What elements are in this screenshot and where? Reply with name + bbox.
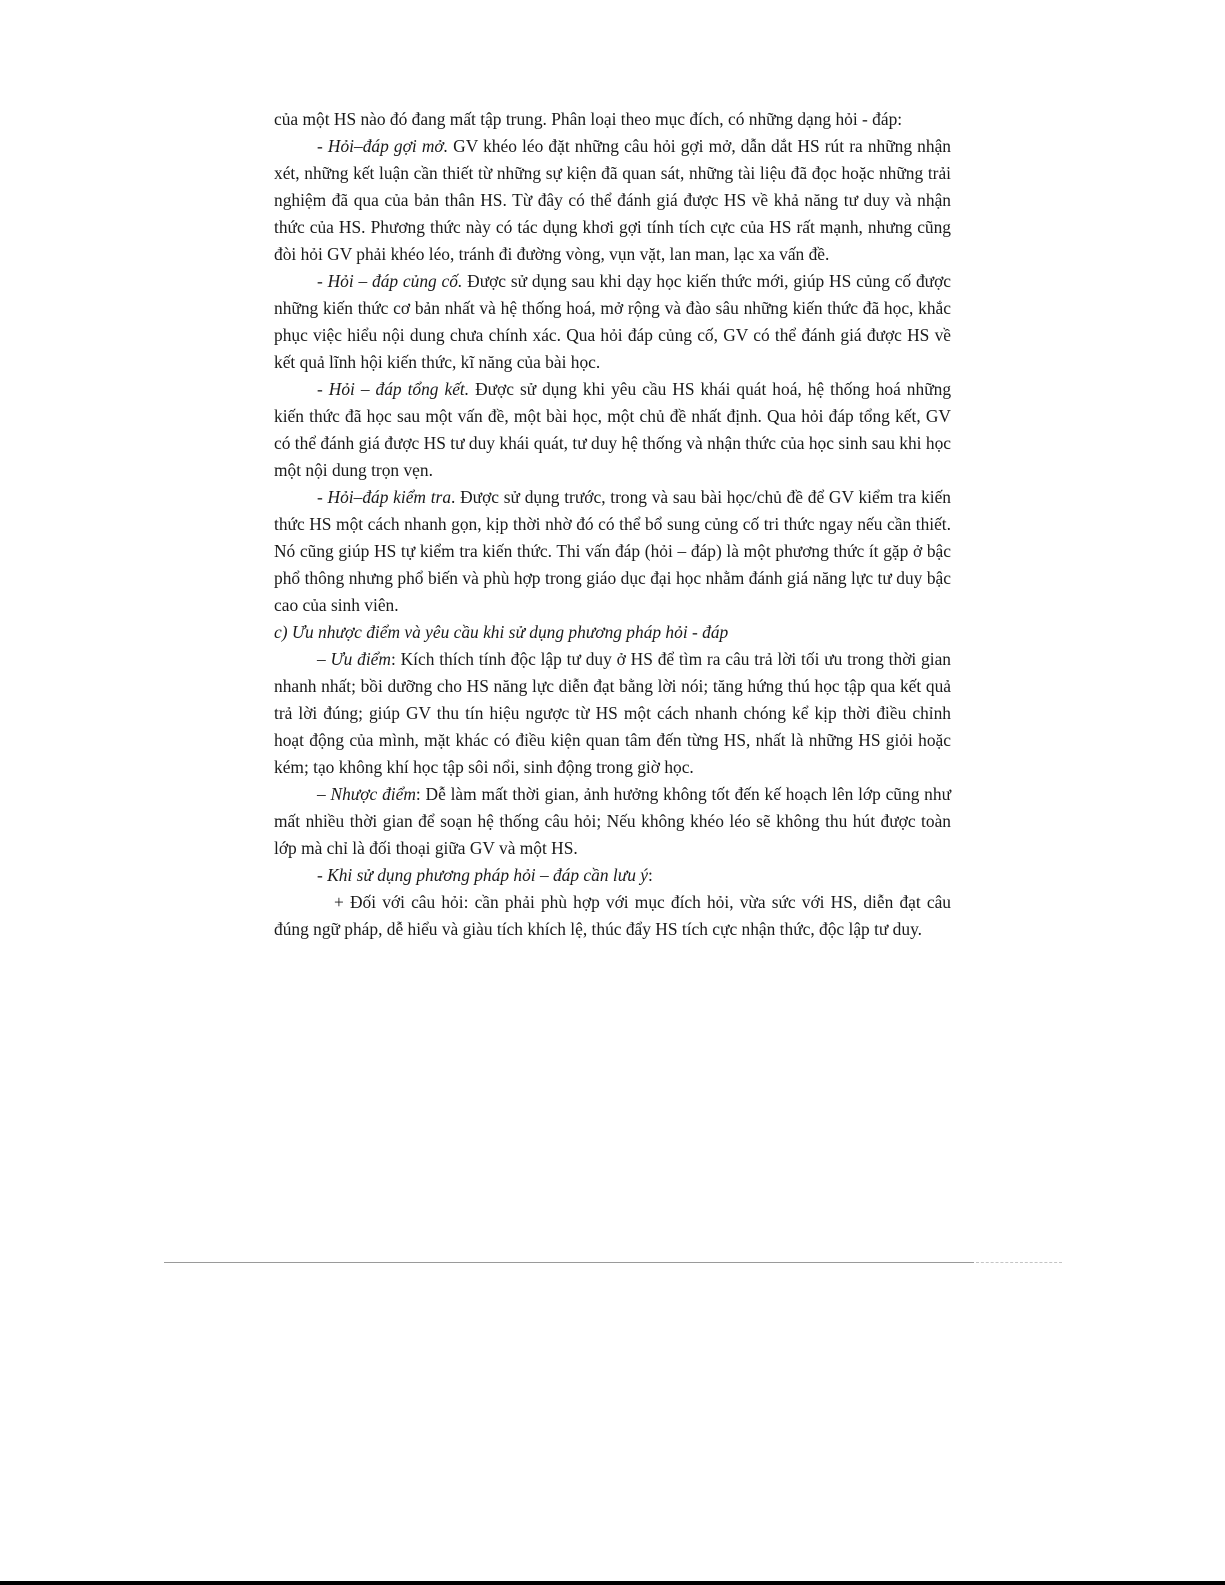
- bullet-prefix: -: [317, 271, 328, 291]
- paragraph-nhuoc-diem-body: : Dễ làm mất thời gian, ảnh hưởng không tốt đến kế hoạch lên lớp cũng như mất nhiều thời gian để soạn hệ thống câu hỏi; Nếu không khéo léo sẽ không thu hút được toàn lớp mà chỉ là đối thoại giữa GV và một HS.: [274, 784, 952, 858]
- term-goi-mo: Hỏi–đáp gợi mở.: [327, 136, 449, 156]
- paragraph-goi-mo: [274, 133, 951, 268]
- paragraph-kiem-tra-body: . Được sử dụng trước, trong và sau bài học/chủ đề để GV kiểm tra kiến thức HS một cách nhanh gọn, kịp thời nhờ đó có thể bổ sung củng cố tri thức ngay nếu cần thiết. Nó cũng giúp HS tự kiểm tra kiến thức. Thi vấn đáp (hỏi – đáp) là một phương thức ít gặp ở bậc phổ thông nhưng phổ biến và phù hợp trong giáo dục đại học nhằm đánh giá năng lực tư duy bậc cao của sinh viên.: [274, 487, 952, 615]
- paragraph-luu-y-body: :: [647, 865, 653, 885]
- term-luu-y: Khi sử dụng phương pháp hỏi – đáp cần lưu ý: [327, 865, 648, 885]
- paragraph-luu-y: [274, 862, 951, 889]
- paragraph-cung-co-body: Được sử dụng sau khi dạy học kiến thức mới, giúp HS củng cố được những kiến thức cơ bản nhất và hệ thống hoá, mở rộng và đào sâu những kiến thức đã học, khắc phục việc hiểu nội dung chưa chính xác. Qua hỏi đáp củng cố, GV có thể đánh giá được HS về kết quả lĩnh hội kiến thức, kĩ năng của bài học.: [274, 271, 951, 372]
- bullet-prefix: -: [317, 487, 328, 507]
- term-tong-ket: Hỏi – đáp tổng kết.: [328, 379, 470, 399]
- term-kiem-tra: Hỏi–đáp kiểm tra: [327, 487, 452, 507]
- paragraph-nhuoc-diem: [274, 781, 951, 862]
- term-uu-diem: Ưu điểm: [330, 649, 391, 669]
- paragraph-uu-diem: [274, 646, 951, 781]
- paragraph-tong-ket-body: Được sử dụng khi yêu cầu HS khái quát hoá, hệ thống hoá những kiến thức đã học sau một vấn đề, một bài học, một chủ đề nhất định. Qua hỏi đáp tổng kết, GV có thể đánh giá được HS tư duy khái quát, tư duy hệ thống và nhận thức của học sinh sau khi học một nội dung trọn vẹn.: [274, 379, 952, 480]
- paragraph-cau-hoi: [274, 889, 951, 943]
- paragraph-goi-mo-body: GV khéo léo đặt những câu hỏi gợi mở, dẫn dắt HS rút ra những nhận xét, những kết luận cần thiết từ những sự kiện đã quan sát, những tài liệu đã đọc hoặc những trải nghiệm đã qua của bản thân HS. Từ đây có thể đánh giá được HS về khả năng tư duy và nhận thức của HS. Phương thức này có tác dụng khơi gợi tính tích cực của HS rất mạnh, nhưng cũng đòi hỏi GV phải khéo léo, tránh đi đường vòng, vụn vặt, lan man, lạc xa vấn đề.: [274, 136, 951, 264]
- bullet-prefix: -: [317, 379, 329, 399]
- paragraph-uu-diem-body: : Kích thích tính độc lập tư duy ở HS để tìm ra câu trả lời tối ưu trong thời gian nhanh nhất; bồi dưỡng cho HS năng lực diễn đạt bằng lời nói; tăng hứng thú học tập qua kết quả trả lời đúng; giúp GV thu tín hiệu ngược từ HS một cách nhanh chóng kể kịp thời điều chỉnh hoạt động của mình, mặt khác có điều kiện quan tâm đến từng HS, nhất là những HS giỏi hoặc kém; tạo không khí học tập sôi nổi, sinh động trong giờ học.: [274, 649, 951, 777]
- paragraph-intro: [274, 106, 951, 133]
- bullet-prefix: -: [317, 865, 328, 885]
- dash-prefix: –: [317, 649, 331, 669]
- section-heading-c-text: c) Ưu nhược điểm và yêu cầu khi sử dụng phương pháp hỏi - đáp: [274, 622, 729, 642]
- paragraph-kiem-tra: [274, 484, 951, 619]
- page-footer-rule: [164, 1262, 974, 1263]
- paragraph-cung-co: [274, 268, 951, 376]
- paragraph-intro-text: của một HS nào đó đang mất tập trung. Phân loại theo mục đích, có những dạng hỏi - đáp:: [274, 109, 903, 129]
- term-cung-co: Hỏi – đáp củng cố.: [327, 271, 463, 291]
- paragraph-cau-hoi-text: + Đối với câu hỏi: cần phải phù hợp với mục đích hỏi, vừa sức với HS, diễn đạt câu đúng ngữ pháp, dễ hiểu và giàu tích khích lệ, thúc đẩy HS tích cực nhận thức, độc lập tư duy.: [274, 892, 951, 939]
- page-footer-rule-dashed: [976, 1262, 1062, 1263]
- section-heading-c: [274, 619, 951, 646]
- term-nhuoc-diem: Nhược điểm: [330, 784, 416, 804]
- bottom-edge-bar: [0, 1581, 1225, 1585]
- paragraph-tong-ket: [274, 376, 951, 484]
- dash-prefix: –: [317, 784, 331, 804]
- page-body: [274, 106, 951, 943]
- bullet-prefix: -: [317, 136, 328, 156]
